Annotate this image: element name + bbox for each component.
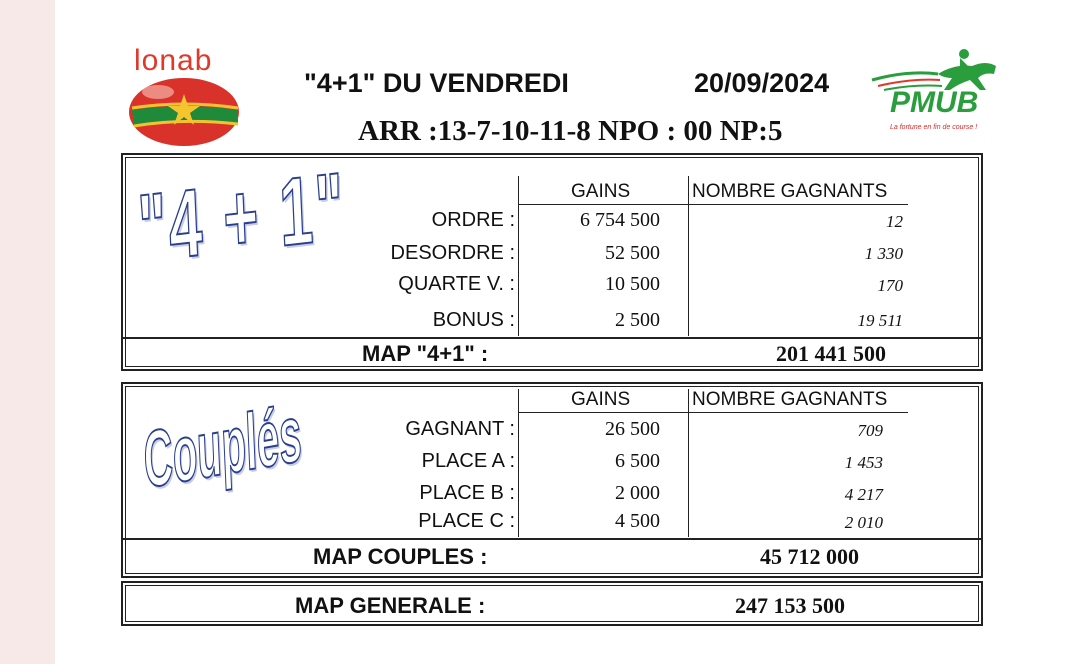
row-winners: 170 <box>877 276 903 295</box>
table-couples-header-rule <box>518 412 908 413</box>
row-winners: 709 <box>857 421 883 440</box>
table-4plus1-map-divider <box>123 337 981 339</box>
map-4plus1-value: 201 441 500 <box>776 341 886 366</box>
row-gain: 2 500 <box>615 309 660 331</box>
col-gains: GAINS <box>571 389 631 410</box>
row-label: BONUS : <box>432 309 515 331</box>
row-label: QUARTE V. : <box>398 273 515 295</box>
table-4plus1-winners-divider <box>688 176 689 336</box>
map-generale-value: 247 153 500 <box>735 593 845 618</box>
col-winners: NOMBRE GAGNANTS <box>692 389 888 410</box>
row-gain: 6 500 <box>615 450 660 472</box>
lonab-logo-text: lonab <box>134 44 213 77</box>
map-generale-box <box>121 581 983 626</box>
map-4plus1-label: MAP "4+1" : <box>362 341 489 366</box>
map-couples-label: MAP COUPLES : <box>313 544 488 569</box>
col-gains: GAINS <box>571 181 631 202</box>
row-gain: 4 500 <box>615 510 660 532</box>
lonab-logo <box>128 44 244 148</box>
map-couples-value: 45 712 000 <box>760 544 859 569</box>
row-winners: 19 511 <box>857 311 903 330</box>
map-generale-frame <box>125 585 979 622</box>
row-winners: 12 <box>886 212 903 231</box>
row-label: PLACE A : <box>421 450 515 472</box>
art-label-couples: Couplés <box>142 388 304 505</box>
page-title: "4+1" DU VENDREDI <box>304 68 569 98</box>
row-winners: 1 330 <box>864 244 903 263</box>
row-label: DESORDRE : <box>390 242 515 264</box>
row-label: PLACE C : <box>418 510 515 532</box>
col-winners: NOMBRE GAGNANTS <box>692 181 888 202</box>
row-gain: 2 000 <box>615 482 660 504</box>
row-gain: 52 500 <box>605 242 660 264</box>
art-label-4plus1: "4 + 1" <box>136 152 349 283</box>
arrival-line: ARR :13-7-10-11-8 NPO : 00 NP:5 <box>358 115 783 147</box>
pmub-slogan: La fortune en fin de course ! <box>890 124 978 131</box>
table-4plus1-gains-divider <box>518 176 519 336</box>
pmub-logo <box>868 44 1008 140</box>
row-gain: 6 754 500 <box>580 209 660 231</box>
burkina-flag-emblem-icon <box>128 74 244 148</box>
pmub-logo-text: PMUB <box>890 86 979 119</box>
table-4plus1-header-rule <box>518 204 908 205</box>
table-couples-map-divider <box>123 538 981 540</box>
row-winners: 4 217 <box>844 485 883 504</box>
row-winners: 2 010 <box>844 513 883 532</box>
map-generale-label: MAP GENERALE : <box>295 593 486 618</box>
row-winners: 1 453 <box>844 453 883 472</box>
row-label: ORDRE : <box>431 209 515 231</box>
row-gain: 10 500 <box>605 273 660 295</box>
draw-date: 20/09/2024 <box>694 68 830 98</box>
row-label: GAGNANT : <box>405 418 515 440</box>
row-label: PLACE B : <box>419 482 515 504</box>
row-gain: 26 500 <box>605 418 660 440</box>
